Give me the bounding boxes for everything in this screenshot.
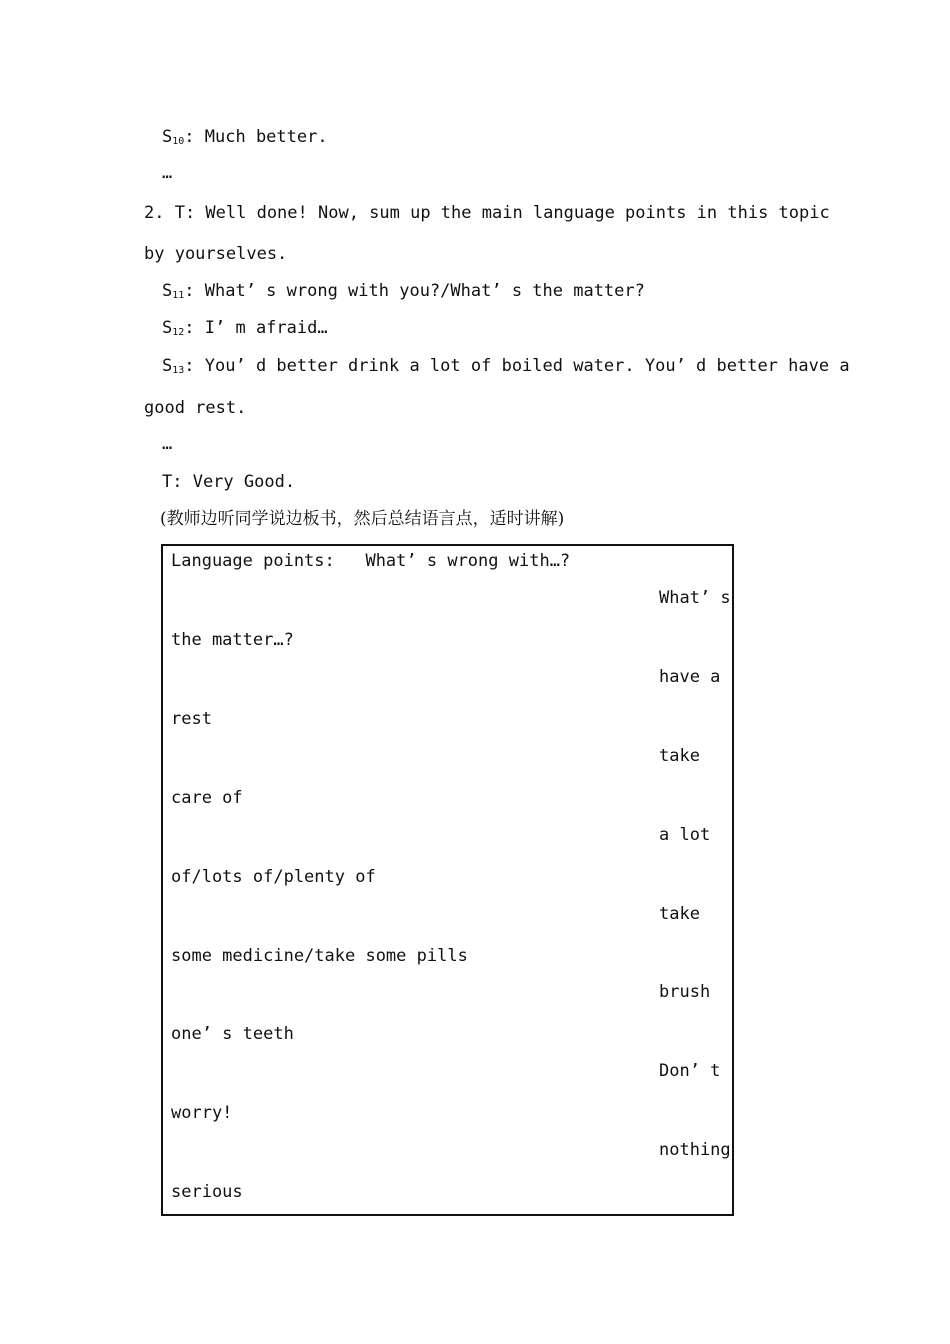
dialogue-text: : I’ m afraid… xyxy=(184,318,328,338)
board-entry-right: take xyxy=(659,746,700,766)
board-entry-left: of/lots of/plenty of xyxy=(171,867,376,887)
dialogue-line-s12: $S_{12}$: I’ m afraid… xyxy=(162,318,328,338)
ellipsis: … xyxy=(162,434,173,454)
board-entry-right: brush xyxy=(659,982,711,1002)
board-entry-left: the matter…? xyxy=(171,630,294,650)
speaker-number: 13 xyxy=(172,365,185,376)
dialogue-line-s13-cont: good rest. xyxy=(144,398,247,418)
speaker-number: 10 xyxy=(172,136,185,147)
ellipsis: … xyxy=(162,163,173,183)
board-entry-left: serious xyxy=(171,1182,243,1202)
board-entry-left: rest xyxy=(171,709,212,729)
dialogue-line-s13: $S_{13}$: You’ d better drink a lot of boiled water. You’ d better have a xyxy=(162,356,850,376)
dialogue-line-s11: $S_{11}$: What’ s wrong with you?/What’ s the matter? xyxy=(162,281,645,301)
speaker-number: 11 xyxy=(172,290,185,301)
board-entry-right: a lot xyxy=(659,825,711,845)
language-points-board xyxy=(161,544,734,1216)
dialogue-text: : Much better. xyxy=(184,127,328,147)
teacher-note: (教师边听同学说边板书，然后总结语言点，适时讲解) xyxy=(160,509,565,529)
board-entry-left: care of xyxy=(171,788,243,808)
board-entry-right: Don’ t xyxy=(659,1061,721,1081)
teacher-line: T: Very Good. xyxy=(162,472,296,492)
board-entry-right: What’ s xyxy=(659,588,731,608)
dialogue-text: : What’ s wrong with you?/What’ s the matter? xyxy=(184,281,645,301)
board-heading: Language points: What’ s wrong with…? xyxy=(171,551,571,571)
dialogue-text: : You’ d better drink a lot of boiled water. You’ d better have a xyxy=(184,356,850,376)
board-entry-right: nothing xyxy=(659,1140,731,1160)
board-entry-right: take xyxy=(659,904,700,924)
board-entry-left: some medicine/take some pills xyxy=(171,946,468,966)
instruction-line-cont: by yourselves. xyxy=(144,244,288,264)
board-entry-left: one’ s teeth xyxy=(171,1024,294,1044)
board-entry-left: worry! xyxy=(171,1103,233,1123)
instruction-line: 2. T: Well done! Now, sum up the main language points in this topic xyxy=(144,203,830,223)
speaker-number: 12 xyxy=(172,327,185,338)
board-entry-right: have a xyxy=(659,667,721,687)
dialogue-line-s10: $S_{10}$: Much better. xyxy=(162,127,328,147)
